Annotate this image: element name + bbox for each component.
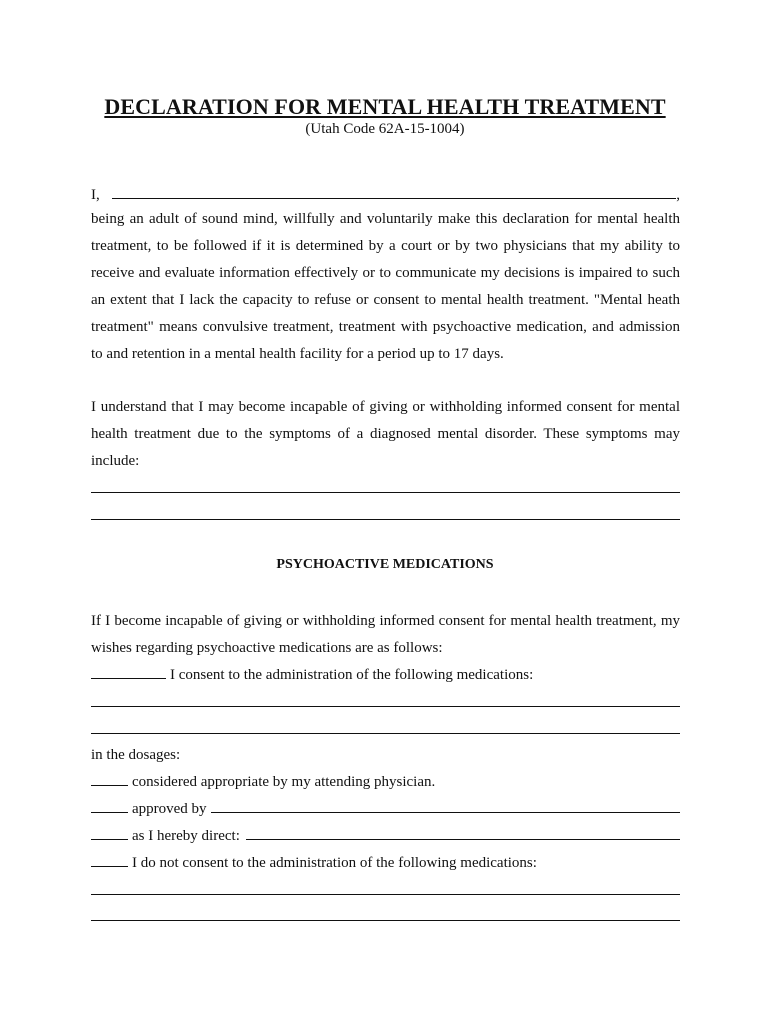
- direct-dosage-field[interactable]: [246, 825, 680, 840]
- document-subtitle: (Utah Code 62A-15-1004): [305, 121, 465, 137]
- declarant-name-field[interactable]: [112, 184, 677, 199]
- considered-option-label: considered appropriate by my attending physician.: [132, 774, 436, 790]
- symptoms-field-line-1[interactable]: [91, 492, 680, 493]
- considered-initials-blank[interactable]: [91, 771, 128, 786]
- consent-option-row: [91, 664, 680, 685]
- symptoms-field-line-2[interactable]: [91, 519, 680, 520]
- no-consent-initials-blank[interactable]: [91, 852, 128, 867]
- paragraph-1-line: treatment, to be followed if it is determined by a court or by two physicians that my ability to: [91, 238, 680, 254]
- consent-option-label: I consent to the administration of the following medications:: [170, 667, 534, 683]
- paragraph-1-line: an extent that I lack the capacity to refuse or consent to mental health treatment. "Mental heath: [91, 292, 680, 308]
- paragraph-2-line: include:: [91, 453, 140, 469]
- paragraph-3-line: wishes regarding psychoactive medications are as follows:: [91, 640, 443, 656]
- declarant-suffix: ,: [676, 187, 680, 203]
- approved-by-field[interactable]: [211, 798, 680, 813]
- no-consent-medications-line-2[interactable]: [91, 920, 680, 921]
- direct-option-row: [91, 825, 680, 846]
- section-heading: PSYCHOACTIVE MEDICATIONS: [276, 557, 494, 572]
- dosages-label: in the dosages:: [91, 747, 181, 763]
- declarant-name-row: [91, 184, 680, 205]
- direct-option-label: as I hereby direct:: [132, 828, 240, 844]
- consent-initials-blank[interactable]: [91, 664, 166, 679]
- paragraph-1-line: to and retention in a mental health facility for a period up to 17 days.: [91, 346, 504, 362]
- paragraph-1-line: being an adult of sound mind, willfully and voluntarily make this declaration for mental health: [91, 211, 680, 227]
- approved-initials-blank[interactable]: [91, 798, 128, 813]
- paragraph-2-line: health treatment due to the symptoms of a diagnosed mental disorder. These symptoms may: [91, 426, 680, 442]
- no-consent-medications-line-1[interactable]: [91, 894, 680, 895]
- document-title: DECLARATION FOR MENTAL HEALTH TREATMENT: [104, 94, 666, 119]
- considered-option-row: [91, 771, 680, 792]
- paragraph-1-line: treatment" means convulsive treatment, treatment with psychoactive medication, and admission: [91, 319, 680, 335]
- no-consent-option-row: [91, 852, 680, 873]
- approved-option-row: [91, 798, 680, 819]
- direct-initials-blank[interactable]: [91, 825, 128, 840]
- paragraph-3-line: If I become incapable of giving or withholding informed consent for mental health treatment, my: [91, 613, 680, 629]
- declarant-prefix: I,: [91, 187, 100, 203]
- paragraph-1-line: receive and evaluate information effectively or to communicate my decisions is impaired to such: [91, 265, 680, 281]
- approved-option-label: approved by: [132, 801, 207, 817]
- consent-medications-line-2[interactable]: [91, 733, 680, 734]
- paragraph-2-line: I understand that I may become incapable of giving or withholding informed consent for mental: [91, 399, 680, 415]
- consent-medications-line-1[interactable]: [91, 706, 680, 707]
- no-consent-option-label: I do not consent to the administration of the following medications:: [132, 855, 537, 871]
